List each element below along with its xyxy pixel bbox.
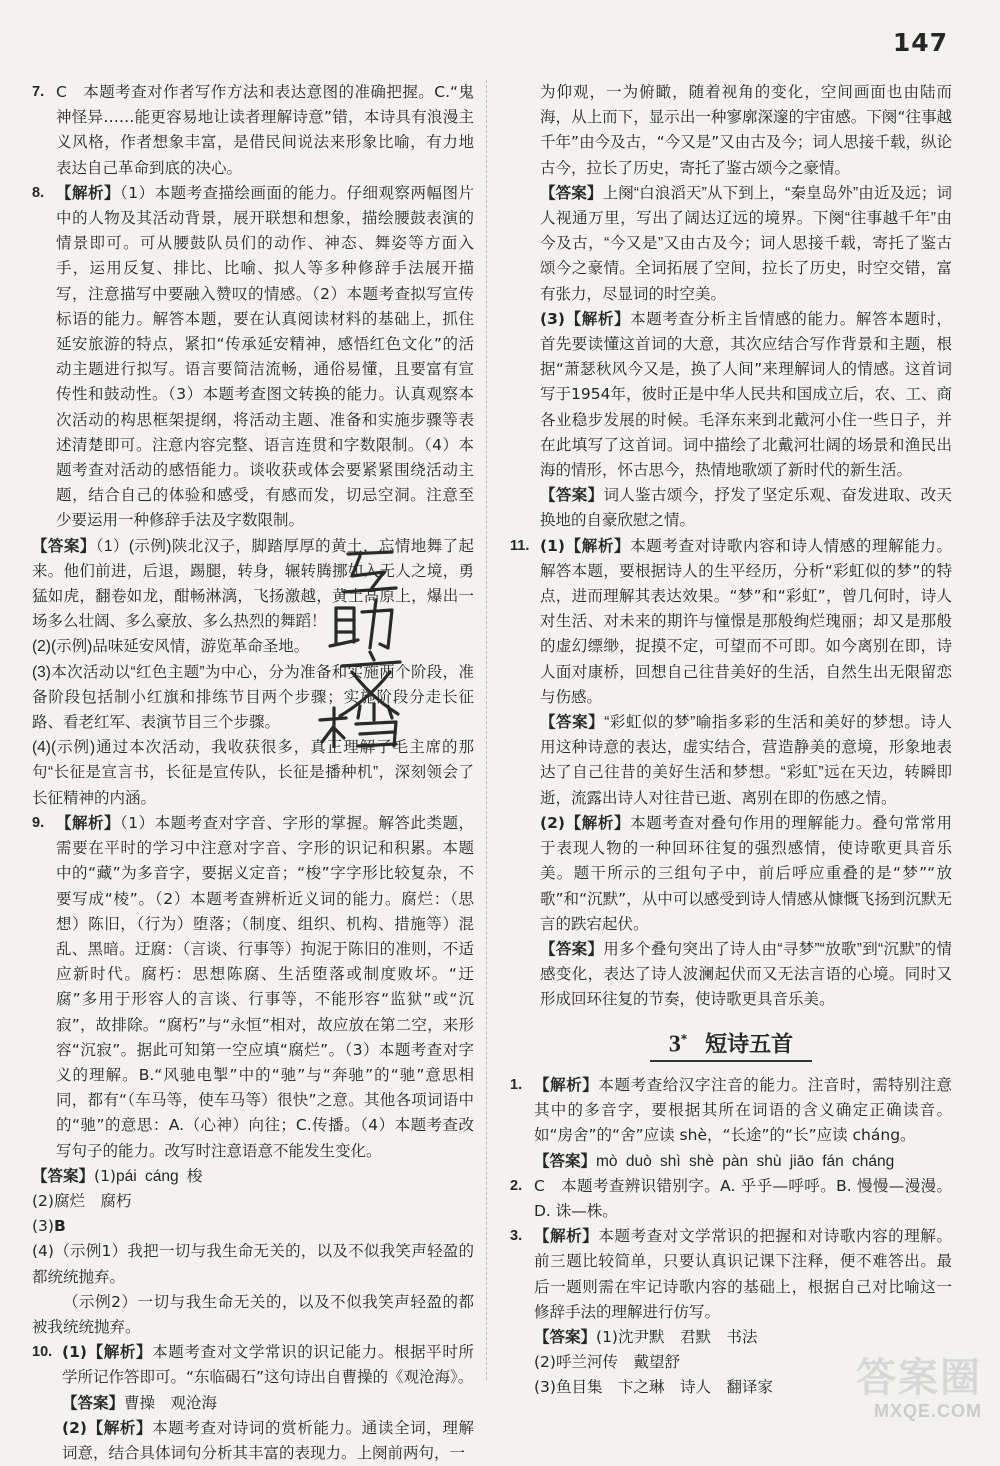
- answer-text: (2)(示例)品味延安风情，游览革命圣地。: [32, 638, 310, 656]
- analysis-text: （1）本题考查描绘画面的能力。仔细观察两幅图片中的人物及其活动背景，展开联想和想象，描绘腰鼓表演的情景即可。可从腰鼓队员们的动作、神态、舞姿等方面入手，运用反复、排比、比喻、拟人等多种修辞手法展开描写，注意描写中要融入赞叹的情感。（2）本题考查拟写宣传标语的能力。解答本题，要在认真阅读材料的基础上，抓住延安旅游的特点，紧扣“传承延安精神，感悟红色文化”的活动主题进行拟写。语言要简洁流畅，通俗易懂，且要富有宣传性和鼓动性。（3）本题考查图文转换的能力。认真观察本次活动的构思框架提纲，将活动主题、准备和实施步骤等表述清楚即可。注意内容完整、语言连贯和字数限制。（4）本题考查对活动的感悟能力。谈收获或体会要紧紧围绕活动主题，结合自己的体验和感受，有感而发，切忌空洞。注意至少要运用一种修辞手法及字数限制。: [56, 183, 474, 530]
- watermark-logo: 答案圈: [856, 1355, 982, 1401]
- analysis-tag: (3)【解析】: [540, 309, 631, 328]
- question-11: [510, 534, 952, 1013]
- analysis-tag: (2)【解析】: [540, 813, 631, 832]
- analysis-paragraph: [62, 1416, 474, 1466]
- watermark-url: MXQE.COM: [873, 1401, 982, 1421]
- answer-label: (3): [32, 1217, 54, 1236]
- analysis-paragraph: [534, 1224, 952, 1325]
- answer-paragraph: [540, 710, 952, 811]
- question-s2: [510, 1174, 952, 1224]
- analysis-tag: 【解析】: [534, 1076, 599, 1095]
- question-number: 9.: [32, 814, 45, 831]
- question-9: [32, 811, 474, 1164]
- section-title: 短诗五首: [705, 1031, 794, 1057]
- answer-paragraph: [32, 534, 474, 635]
- answer-text: （1）(示例)陕北汉子，脚踏厚厚的黄土，忘情地舞了起来。他们前进，后退，踢腿，转身，辗转腾挪如入无人之境，勇猛如虎，翻卷如龙，酣畅淋漓，飞扬激越，黄土高原上，爆出一场多么壮阔、多么豪放、多么热烈的舞蹈！: [32, 537, 474, 631]
- answer-text: (3)本次活动以“红色主题”为中心，分为准备和实施两个阶段，准备阶段包括制小红旗和排练节目两个步骤；实施阶段分走长征路、看老红军、表演节目三个步骤。: [32, 663, 474, 732]
- answer-text: (3)鱼目集 卞之琳 诗人 翻译家: [534, 1378, 773, 1397]
- answer-paragraph: [510, 483, 952, 533]
- answer-paragraph: [510, 181, 952, 307]
- analysis-text: 为仰观，一为俯瞰，随着视角的变化，空间画面也由陆而海，从上而下，显示出一种寥廓深邃的宇宙感。下阕“往事越千年”由今及古，“今又是”又由古及今；词人思接千载，纵论古今，拉长了历史，寄托了鉴古颂今之豪情。: [540, 83, 952, 177]
- analysis-paragraph: [540, 811, 952, 937]
- question-text: C 本题考查对作者写作方法和表达意图的准确把握。C.“鬼神怪异……能更容易地让读者理解诗意”错，本诗具有浪漫主义风格，作者想象丰富，是借民间说法来形象比喻，有力地表达自己革命到底的决心。: [56, 83, 474, 177]
- question-number: 2.: [510, 1177, 523, 1194]
- question-7: [32, 80, 474, 181]
- answer-text: mò duò shì shè pàn shù jiāo fán cháng: [596, 1152, 895, 1170]
- section-star: *: [680, 1031, 688, 1046]
- answer-tag: 【答案】: [534, 1328, 597, 1347]
- answer-tag: 【答案】: [540, 486, 604, 505]
- question-s1: [510, 1073, 952, 1174]
- analysis-tag: 【解析】: [534, 1227, 599, 1246]
- analysis-tag: (1)【解析】: [62, 1343, 153, 1362]
- answer-paragraph: [540, 937, 952, 1013]
- answer-text: 上阕“白浪滔天”从下到上，“秦皇岛外”由近及远；词人视通万里，写出了阔达辽远的境界。下阕“往事越千年”由今及古，“今又是”又由古及今；词人思接千载，寄托了鉴古颂今之豪情。全词拓展了空间，拉长了历史，时空交错，富有张力，尽显词的时空美。: [540, 184, 952, 303]
- answer-paragraph: [534, 1149, 952, 1174]
- answer-paragraph: [534, 1325, 952, 1350]
- answer-text: B: [53, 1217, 66, 1236]
- analysis-tag: (2)【解析】: [62, 1418, 153, 1437]
- analysis-tag: 【解析】: [56, 183, 120, 202]
- answer-paragraph: [32, 1189, 474, 1214]
- section-heading: [510, 1027, 952, 1058]
- answer-text: (1)沈尹默 君默 书法: [596, 1328, 758, 1347]
- question-10: [32, 1340, 474, 1466]
- analysis-text: 本题考查给汉字注音的能力。注音时，需特别注意其中的多音字，要根据其所在词语的含义确定正确读音。如“房舍”的“舍”应读 shè，“长途”的“长”应读 cháng。: [534, 1076, 952, 1145]
- analysis-paragraph: [56, 811, 474, 1164]
- section-number: 3: [668, 1030, 681, 1057]
- answer-text: “彩虹似的梦”喻指多彩的生活和美好的梦想。诗人用这种诗意的表达，虚实结合，营造静美的意境，形象地表达了自己往昔的美好生活和梦想。“彩虹”远在天边，转瞬即逝，流露出诗人对往昔已逝、离别在即的伤感之情。: [540, 714, 952, 807]
- analysis-text: 本题考查对诗词的赏析能力。通读全词，理解词意，结合具体词句分析其丰富的表现力。上阕前两句，一: [62, 1418, 474, 1462]
- analysis-text: 本题考查分析主旨情感的能力。解答本题时，首先要读懂这首词的大意，其次应结合写作背景和主题，根据“萧瑟秋风今又是，换了人间”来理解词人的情感。这首词写于1954年，彼时正是中华人民共和国成立后，农、工、商各业稳步发展的时候。毛泽东来到北戴河小住一些日子，并在此填写了这首词。词中描绘了北戴河壮阔的场景和渔民出海的情形，怀古思今，热情地歌颂了新时代的新生活。: [540, 309, 952, 480]
- analysis-tag: (1)【解析】: [540, 536, 631, 555]
- answer-text: pái cáng 梭: [115, 1167, 203, 1185]
- answer-paragraph: [32, 1214, 474, 1239]
- question-8: [32, 181, 474, 534]
- answer-label: (2): [32, 1191, 54, 1210]
- question-number: 1.: [510, 1077, 523, 1094]
- page-number: 147: [892, 28, 948, 57]
- answer-tag: 【答案】: [32, 536, 96, 555]
- analysis-tag: 【解析】: [56, 813, 120, 832]
- analysis-paragraph: [62, 1340, 474, 1390]
- answer-paragraph: [62, 1391, 474, 1416]
- answer-label: (1): [94, 1166, 116, 1185]
- analysis-paragraph: [510, 307, 952, 483]
- answer-text: (4)(示例)通过本次活动，我收获很多，真正理解了毛主席的那句“长征是宣言书，长征是宣传队，长征是播种机”，深刻领会了长征精神的内涵。: [32, 739, 474, 807]
- question-number: 8.: [32, 184, 45, 201]
- answer-text: (4)（示例1）我把一切与我生命无关的，以及不似我笑声轻盈的都统统抛弃。: [32, 1242, 474, 1286]
- analysis-text: 本题考查对文学常识的把握和对诗歌内容的理解。前三题比较简单，只要认真识记课下注释，便不难答出。最后一题则需在牢记诗歌内容的基础上，根据自己对比喻这一修辞手法的理解进行仿写。: [534, 1227, 952, 1321]
- question-number: 10.: [32, 1344, 53, 1361]
- answer-tag: 【答案】: [534, 1151, 597, 1170]
- answer-tag: 【答案】: [540, 939, 604, 958]
- answer-text: (2)呼兰河传 戴望舒: [534, 1353, 680, 1372]
- left-column: [32, 80, 474, 1466]
- right-column: [510, 80, 952, 1401]
- answer-paragraph: [32, 1164, 474, 1189]
- question-number: 3.: [510, 1228, 523, 1245]
- answer-text: 词人鉴古颂今，抒发了坚定乐观、奋发进取、改天换地的自豪欣慰之情。: [540, 487, 952, 530]
- answer-text: 腐烂 腐朽: [53, 1191, 132, 1210]
- watermark: [812, 1355, 982, 1433]
- answer-tag: 【答案】: [540, 713, 605, 732]
- analysis-text: 本题考查对文学常识的识记能力。根据平时所学所记作答即可。“东临碣石”这句诗出自曹操的《观沧海》。: [62, 1343, 474, 1387]
- analysis-paragraph: [534, 1073, 952, 1149]
- answer-text: 用多个叠句突出了诗人由“寻梦”“放歌”到“沉默”的情感变化，表达了诗人波澜起伏而又无法言语的心境。同时又形成回环往复的节奏，使诗歌更具音乐美。: [540, 940, 952, 1009]
- question-number: 11.: [510, 537, 530, 554]
- answer-tag: 【答案】: [540, 183, 603, 202]
- analysis-text: 本题考查对诗歌内容和诗人情感的理解能力。解答本题，要根据诗人的生平经历，分析“彩虹似的梦”的特点，进而理解其表达效果。“梦”和“彩虹”，曾几何时，诗人对生活、对未来的期许与憧憬是那般绚烂瑰丽；却又是那般的虚幻缥缈，捉摸不定，可望而不可即。如今离别在即，诗人面对康桥，回想自己往昔美好的生活，自然生出无限留恋与伤感。: [540, 536, 952, 706]
- answer-tag: 【答案】: [32, 1166, 95, 1185]
- analysis-text: （1）本题考查对字音、字形的掌握。解答此类题，需要在平时的学习中注意对字音、字形的识记和积累。本题中的“藏”为多音字，要据义定音；“梭”字字形比较复杂，不要写成“棱”。（2）本题考查辨析近义词的能力。腐烂：（思想）陈旧，（行为）堕落；（制度、组织、机构、措施等）混乱、黑暗。迂腐：（言谈、行事等）拘泥于陈旧的准则，不适应新时代。腐朽：思想陈腐、生活堕落或制度败坏。“迂腐”多用于形容人的言谈、行事等，不能形容“监狱”或“沉寂”，故排除。“腐朽”与“永恒”相对，故应放在第二空，来形容“沉寂”。据此可知第一空应填“腐烂”。（3）本题考查对字义的理解。B.“风驰电掣”中的“驰”与“奔驰”的“驰”意思相同，都有“（车马等，使车马等）很快”之意。其他各项词语中的“驰”的意思：A.（心神）向往；C.传播。（4）本题考查改写句子的能力。改写时注意语意不能发生变化。: [56, 813, 474, 1160]
- question-number: 7.: [32, 84, 45, 100]
- answer-tag: 【答案】: [62, 1393, 125, 1412]
- analysis-paragraph: [540, 534, 952, 710]
- answer-text: 曹操 观沧海: [124, 1393, 218, 1412]
- column-divider: [486, 80, 487, 1380]
- analysis-paragraph: [56, 181, 474, 534]
- question-text: C 本题考查辨识错别字。A. 乎乎—呼呼。B. 慢慢—漫漫。D. 诛—株。: [534, 1176, 952, 1221]
- answer-text: （示例2）一切与我生命无关的，以及不似我笑声轻盈的都被我统统抛弃。: [32, 1292, 474, 1336]
- analysis-text: 本题考查对叠句作用的理解能力。叠句常常用于表现人物的一种回环往复的强烈感情，使诗歌更具音乐美。题干所示的三组句子中，前后呼应重叠的是“梦”“放歌”和“沉默”，从中可以感受到诗人情感从慷慨飞扬到沉默无言的跌宕起伏。: [540, 813, 952, 933]
